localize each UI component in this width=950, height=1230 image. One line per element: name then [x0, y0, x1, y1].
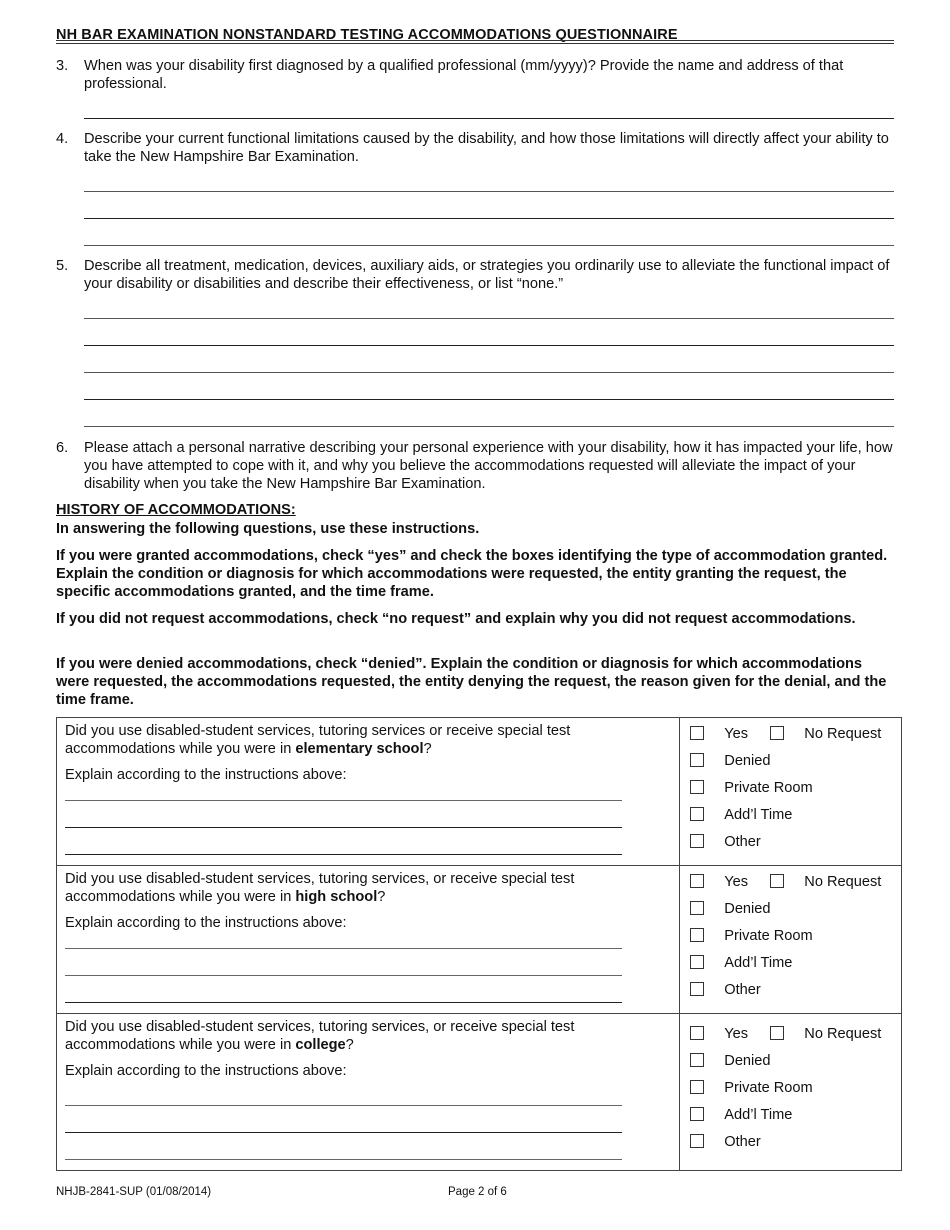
explain-line[interactable]: [65, 975, 622, 976]
option-addl-time[interactable]: [690, 807, 792, 823]
explain-line[interactable]: [65, 1159, 622, 1160]
title-rule: [56, 40, 894, 41]
option-no-request[interactable]: [770, 874, 881, 890]
denied-checkbox[interactable]: [690, 901, 704, 915]
explain-line[interactable]: [65, 854, 622, 855]
answer-line-q5[interactable]: [84, 345, 894, 346]
row-question-emphasis: high school: [295, 889, 378, 905]
option-no-request[interactable]: [770, 726, 881, 742]
instruction-no-request: If you did not request accommodations, check “no request” and explain why you did not request accommodations.: [56, 611, 856, 627]
table-row: [57, 866, 902, 1014]
explain-label: Explain according to the instructions above:: [65, 1063, 347, 1079]
other-checkbox[interactable]: [690, 1134, 704, 1148]
yes-checkbox[interactable]: [690, 874, 704, 888]
other-checkbox[interactable]: [690, 834, 704, 848]
table-row: [57, 718, 902, 866]
addl-time-label: Add’l Time: [724, 955, 793, 971]
title-rule: [56, 43, 894, 44]
private-room-checkbox[interactable]: [690, 928, 704, 942]
question-number: 4.: [56, 131, 69, 147]
history-intro: In answering the following questions, use these instructions.: [56, 521, 480, 537]
option-no-request[interactable]: [770, 1026, 881, 1042]
option-denied[interactable]: [690, 1053, 771, 1069]
other-checkbox[interactable]: [690, 982, 704, 996]
form-id: NHJB-2841-SUP (01/08/2014): [56, 1186, 212, 1198]
row-question: [65, 722, 655, 758]
option-private-room[interactable]: [690, 780, 813, 796]
no-request-label: No Request: [804, 1026, 882, 1042]
option-addl-time[interactable]: [690, 1107, 792, 1123]
question-number: 6.: [56, 440, 69, 456]
denied-checkbox[interactable]: [690, 1053, 704, 1067]
option-other[interactable]: [690, 982, 761, 998]
history-heading: HISTORY OF ACCOMMODATIONS:: [56, 502, 296, 518]
explain-line[interactable]: [65, 1002, 622, 1003]
answer-line-q5[interactable]: [84, 372, 894, 373]
private-room-label: Private Room: [724, 780, 813, 796]
page-title: NH BAR EXAMINATION NONSTANDARD TESTING ACCOMMODATIONS QUESTIONNAIRE: [56, 27, 678, 43]
yes-label: Yes: [724, 874, 749, 890]
option-addl-time[interactable]: [690, 955, 792, 971]
question-cell: [57, 1014, 680, 1171]
answer-line-q5[interactable]: [84, 399, 894, 400]
other-label: Other: [724, 834, 761, 850]
yes-checkbox[interactable]: [690, 726, 704, 740]
instruction-granted: If you were granted accommodations, check “yes” and check the boxes identifying the type of accommodation granted. Explain the condition or diagnosis for which accommodations were requested, the entity granting the request, the specific accommodations granted, and the time frame.: [56, 548, 888, 600]
no-request-checkbox[interactable]: [770, 874, 784, 888]
question-text: Describe your current functional limitations caused by the disability, and how those limitations will directly affect your ability to take the New Hampshire Bar Examination.: [84, 131, 889, 165]
answer-line-q3[interactable]: [84, 118, 894, 119]
explain-label: Explain according to the instructions above:: [65, 915, 347, 931]
denied-label: Denied: [724, 1053, 771, 1069]
table-row: [57, 1014, 902, 1171]
option-private-room[interactable]: [690, 1080, 813, 1096]
no-request-checkbox[interactable]: [770, 1026, 784, 1040]
addl-time-checkbox[interactable]: [690, 1107, 704, 1121]
option-other[interactable]: [690, 1134, 761, 1150]
question-number: 5.: [56, 258, 69, 274]
yes-label: Yes: [724, 1026, 749, 1042]
yes-checkbox[interactable]: [690, 1026, 704, 1040]
addl-time-checkbox[interactable]: [690, 955, 704, 969]
row-question-suffix: ?: [423, 741, 432, 757]
option-yes[interactable]: [690, 1026, 748, 1042]
option-yes[interactable]: [690, 874, 748, 890]
option-private-room[interactable]: [690, 928, 813, 944]
denied-label: Denied: [724, 901, 771, 917]
options-cell: [680, 718, 902, 866]
answer-line-q5[interactable]: [84, 318, 894, 319]
explain-line[interactable]: [65, 800, 622, 801]
question-cell: [57, 718, 680, 866]
page-number: Page 2 of 6: [448, 1186, 507, 1198]
answer-line-q5[interactable]: [84, 426, 894, 427]
other-label: Other: [724, 1134, 761, 1150]
explain-line[interactable]: [65, 948, 622, 949]
question-text: When was your disability first diagnosed by a qualified professional (mm/yyyy)? Provide the name and address of that professional.: [84, 58, 844, 92]
addl-time-label: Add’l Time: [724, 807, 793, 823]
question-text: Describe all treatment, medication, devices, auxiliary aids, or strategies you ordinarily use to alleviate the functional impact of your disability or disabilities and describe their effectiveness, or list “none.”: [84, 258, 890, 292]
private-room-label: Private Room: [724, 928, 813, 944]
addl-time-label: Add’l Time: [724, 1107, 793, 1123]
explain-line[interactable]: [65, 827, 622, 828]
option-denied[interactable]: [690, 753, 771, 769]
row-question: [65, 1018, 655, 1054]
row-question-emphasis: college: [295, 1037, 346, 1053]
explain-line[interactable]: [65, 1132, 622, 1133]
answer-line-q4[interactable]: [84, 245, 894, 246]
answer-line-q4[interactable]: [84, 218, 894, 219]
option-yes[interactable]: [690, 726, 748, 742]
options-cell: [680, 1014, 902, 1171]
question-number: 3.: [56, 58, 69, 74]
row-question-suffix: ?: [345, 1037, 354, 1053]
denied-checkbox[interactable]: [690, 753, 704, 767]
no-request-label: No Request: [804, 726, 882, 742]
no-request-label: No Request: [804, 874, 882, 890]
accommodations-table: [56, 717, 902, 1171]
yes-label: Yes: [724, 726, 749, 742]
row-question-emphasis: elementary school: [295, 741, 424, 757]
option-other[interactable]: [690, 834, 761, 850]
row-question-text: Did you use disabled-student services, tutoring services or receive special test accommodations while you were in: [65, 723, 571, 757]
other-label: Other: [724, 982, 761, 998]
row-question-text: Did you use disabled-student services, tutoring services, or receive special test accommodations while you were in: [65, 871, 575, 905]
options-cell: [680, 866, 902, 1014]
no-request-checkbox[interactable]: [770, 726, 784, 740]
denied-label: Denied: [724, 753, 771, 769]
addl-time-checkbox[interactable]: [690, 807, 704, 821]
row-question-text: Did you use disabled-student services, tutoring services, or receive special test accommodations while you were in: [65, 1019, 575, 1053]
option-denied[interactable]: [690, 901, 771, 917]
explain-line[interactable]: [65, 1105, 622, 1106]
question-cell: [57, 866, 680, 1014]
row-question-suffix: ?: [377, 889, 386, 905]
private-room-checkbox[interactable]: [690, 1080, 704, 1094]
private-room-checkbox[interactable]: [690, 780, 704, 794]
private-room-label: Private Room: [724, 1080, 813, 1096]
instruction-denied: If you were denied accommodations, check “denied”. Explain the condition or diagnosis for which accommodations were requested, the accommodations requested, the entity denying the request, the reason given for the denial, and the time frame.: [56, 656, 887, 708]
question-text: Please attach a personal narrative describing your personal experience with your disability, how it has impacted your life, how you have attempted to cope with it, and why you believe the accommodations requested will alleviate the impact of your disability when you take the New Hampshire Bar Examination.: [84, 440, 893, 492]
answer-line-q4[interactable]: [84, 191, 894, 192]
row-question: [65, 870, 655, 906]
explain-label: Explain according to the instructions above:: [65, 767, 347, 783]
